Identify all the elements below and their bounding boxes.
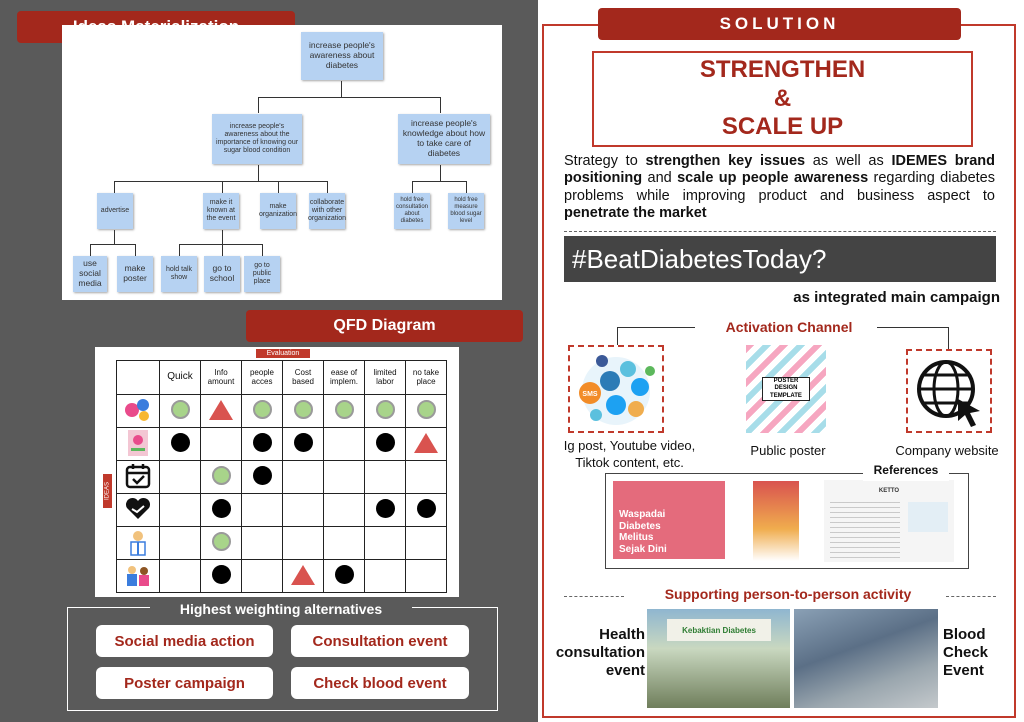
- green-circle-mark: [171, 400, 190, 419]
- activation-title: Activation Channel: [725, 319, 853, 335]
- mindmap-b2: hold free measure blood sugar level: [448, 193, 484, 229]
- qfd-cell: [406, 428, 447, 461]
- poster-design-icon: POSTER DESIGN TEMPLATE: [746, 345, 826, 433]
- green-circle-mark: [335, 400, 354, 419]
- qfd-cell: [160, 428, 201, 461]
- event-banner: Kebaktian Diabetes: [667, 619, 771, 641]
- social-media-cluster-icon: [570, 347, 662, 431]
- channel-label-website: Company website: [895, 443, 999, 458]
- green-circle-mark: [212, 466, 231, 485]
- reference-waspadai: Waspadai Diabetes Melitus Sejak Dini: [613, 481, 725, 559]
- qfd-cell: [406, 494, 447, 527]
- activity-blood-check: Blood Check Event: [943, 626, 989, 679]
- qfd-cell: [324, 461, 365, 494]
- mindmap-a1b: make poster: [117, 256, 153, 292]
- black-circle-mark: [212, 499, 231, 518]
- globe-cursor-icon: [908, 351, 990, 431]
- black-circle-mark: [376, 433, 395, 452]
- qfd-header: no take place: [406, 361, 447, 395]
- activity-health-consultation: Health consultation event: [555, 626, 645, 679]
- campaign-caption: as integrated main campaign: [793, 289, 1000, 306]
- qfd-cell: [242, 461, 283, 494]
- mindmap-a2c: go to public place: [244, 256, 280, 292]
- green-circle-mark: [376, 400, 395, 419]
- svg-text:SMS: SMS: [582, 391, 598, 398]
- qfd-cell: [160, 560, 201, 593]
- qfd-cell: [242, 395, 283, 428]
- hashtag-banner: #BeatDiabetesToday?: [564, 236, 996, 282]
- green-circle-mark: [212, 532, 231, 551]
- qfd-cell: [283, 395, 324, 428]
- qfd-cell: [365, 461, 406, 494]
- qfd-cell: [160, 395, 201, 428]
- qfd-cell: [324, 428, 365, 461]
- black-circle-mark: [253, 433, 272, 452]
- references-frame: [605, 473, 969, 569]
- qfd-cell: [406, 560, 447, 593]
- mindmap-a1: advertise: [97, 193, 133, 229]
- qfd-cell: [160, 461, 201, 494]
- poster-icon: [117, 428, 160, 461]
- alt-check-blood-event: Check blood event: [291, 667, 469, 699]
- red-triangle-mark: [209, 400, 233, 420]
- qfd-cell: [324, 494, 365, 527]
- qfd-header: Info amount: [201, 361, 242, 395]
- red-triangle-mark: [291, 565, 315, 585]
- qfd-row: [117, 560, 447, 593]
- channel-label-social: Ig post, Youtube video, Tiktok content, etc.: [563, 438, 696, 470]
- qfd-cell: [201, 560, 242, 593]
- solution-title: SOLUTION: [598, 8, 961, 40]
- reference-poster: [753, 481, 799, 561]
- alt-consultation-event: Consultation event: [291, 625, 469, 657]
- blood-check-photo: [794, 609, 938, 708]
- strengthen-text: STRENGTHEN: [699, 55, 866, 83]
- black-circle-mark: [335, 565, 354, 584]
- black-circle-mark: [171, 433, 190, 452]
- black-circle-mark: [294, 433, 313, 452]
- qfd-cell: [283, 560, 324, 593]
- qfd-matrix: [116, 360, 447, 593]
- green-circle-mark: [417, 400, 436, 419]
- mindmap-branch-b: increase people's knowledge about how to take care of diabetes: [398, 114, 490, 164]
- qfd-header: people acces: [242, 361, 283, 395]
- qfd-title: QFD Diagram: [246, 310, 523, 342]
- black-circle-mark: [376, 499, 395, 518]
- ideas-label: IDEAS: [103, 474, 112, 508]
- reference-ketto: KETTO: [824, 480, 954, 562]
- qfd-cell: [365, 428, 406, 461]
- qfd-cell: [201, 494, 242, 527]
- divider: [564, 231, 996, 232]
- qfd-cell: [201, 395, 242, 428]
- qfd-row: [117, 461, 447, 494]
- qfd-cell: [406, 461, 447, 494]
- alt-poster-campaign: Poster campaign: [96, 667, 273, 699]
- social-media-icon: [117, 395, 160, 428]
- doctor-icon: [117, 527, 160, 560]
- qfd-cell: [242, 494, 283, 527]
- mindmap-a3: make organization: [260, 193, 296, 229]
- health-consultation-photo: [647, 609, 790, 708]
- mindmap-branch-a: increase people's awareness about the importance of knowing our sugar blood condition: [212, 114, 302, 164]
- qfd-cell: [283, 428, 324, 461]
- qfd-cell: [324, 560, 365, 593]
- divider-left: [564, 596, 624, 597]
- qfd-cell: [283, 494, 324, 527]
- mindmap-a2: make it known at the event: [203, 193, 239, 229]
- mindmap-a2b: go to school: [204, 256, 240, 292]
- website-channel-box: [906, 349, 992, 433]
- handshake-heart-icon: [117, 494, 160, 527]
- qfd-cell: [365, 395, 406, 428]
- qfd-cell: [201, 461, 242, 494]
- qfd-cell: [365, 527, 406, 560]
- qfd-header: ease of implem.: [324, 361, 365, 395]
- green-circle-mark: [253, 400, 272, 419]
- qfd-cell: [160, 527, 201, 560]
- qfd-row: [117, 494, 447, 527]
- qfd-header: limited labor: [365, 361, 406, 395]
- qfd-cell: [324, 395, 365, 428]
- social-channel-box: [568, 345, 664, 433]
- qfd-header: Quick: [160, 361, 201, 395]
- black-circle-mark: [417, 499, 436, 518]
- mindmap-b1: hold free consultation about diabetes: [394, 193, 430, 229]
- divider-right: [946, 596, 996, 597]
- qfd-cell: [160, 494, 201, 527]
- qfd-cell: [283, 527, 324, 560]
- blood-check-icon: [117, 560, 160, 593]
- qfd-header: Cost based: [283, 361, 324, 395]
- qfd-cell: [201, 527, 242, 560]
- qfd-cell: [242, 428, 283, 461]
- qfd-cell: [365, 494, 406, 527]
- qfd-cell: [242, 527, 283, 560]
- qfd-cell: [406, 527, 447, 560]
- qfd-cell: [201, 428, 242, 461]
- black-circle-mark: [212, 565, 231, 584]
- references-title: References: [863, 463, 949, 481]
- amp-text: &: [773, 84, 792, 112]
- strategy-text: Strategy to strengthen key issues as well as IDEMES brand positioning and scale up people awareness regarding diabetes problems while improving product and business aspect to penetrate the market: [564, 153, 995, 222]
- calendar-icon: [117, 461, 160, 494]
- qfd-cell: [242, 560, 283, 593]
- evaluation-label: Evaluation: [256, 349, 310, 358]
- red-triangle-mark: [414, 433, 438, 453]
- mindmap-board: [62, 25, 502, 300]
- qfd-row: [117, 428, 447, 461]
- supporting-title: Supporting person-to-person activity: [664, 586, 912, 602]
- mindmap-a1a: use social media: [73, 256, 107, 292]
- mindmap-root: increase people's awareness about diabetes: [301, 32, 383, 80]
- qfd-cell: [283, 461, 324, 494]
- scale-up-text: SCALE UP: [721, 113, 844, 141]
- alt-social-media-action: Social media action: [96, 625, 273, 657]
- qfd-cell: [406, 395, 447, 428]
- channel-label-poster: Public poster: [750, 443, 826, 458]
- qfd-row: [117, 527, 447, 560]
- mindmap-a4: collaborate with other organization: [309, 193, 345, 229]
- qfd-corner: [117, 361, 160, 395]
- strengthen-box: [592, 51, 973, 147]
- green-circle-mark: [294, 400, 313, 419]
- black-circle-mark: [253, 466, 272, 485]
- highest-title: Highest weighting alternatives: [150, 598, 412, 620]
- qfd-cell: [365, 560, 406, 593]
- qfd-cell: [324, 527, 365, 560]
- mindmap-a2a: hold talk show: [161, 256, 197, 292]
- qfd-row: [117, 395, 447, 428]
